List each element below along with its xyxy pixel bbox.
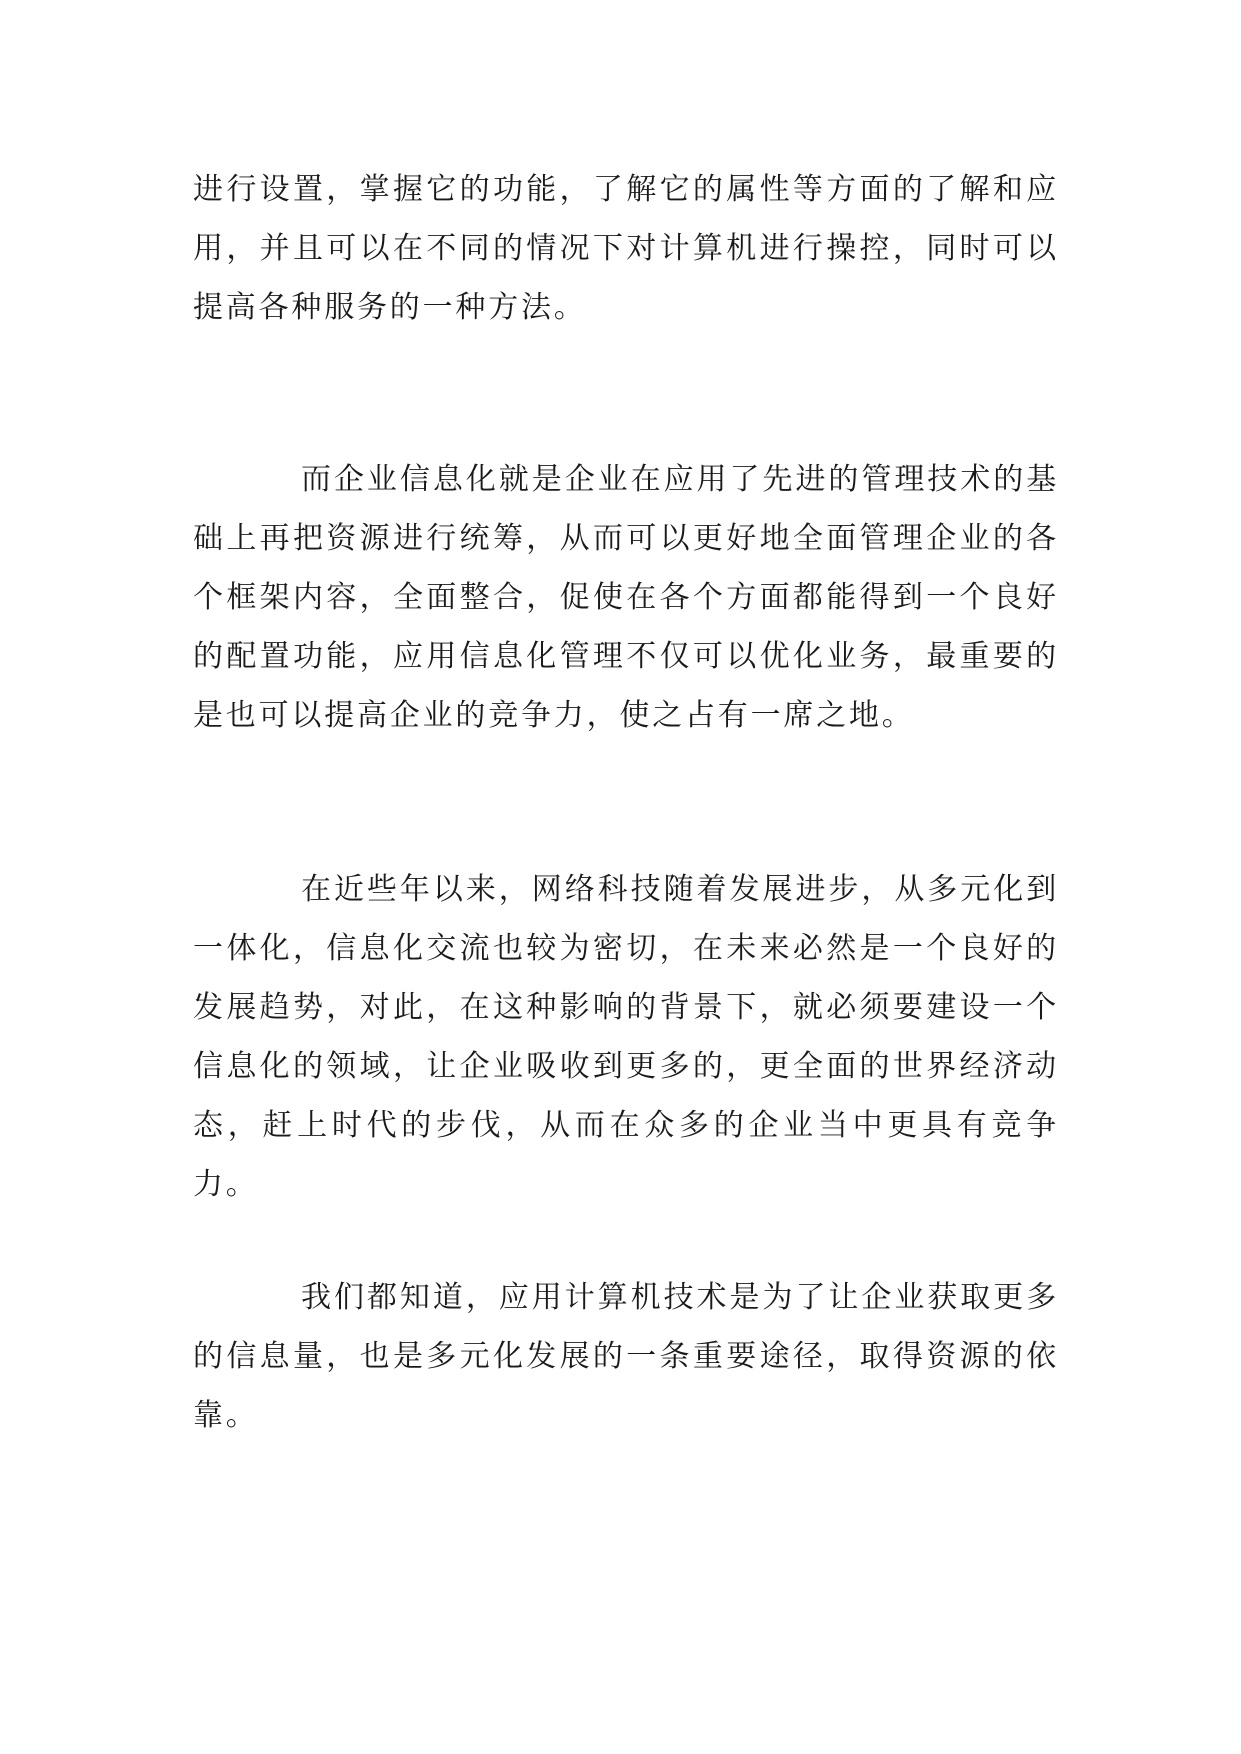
paragraph-computer-application: 我们都知道，应用计算机技术是为了让企业获取更多的信息量，也是多元化发展的一条重要途径，取得资源的依靠。 bbox=[193, 1280, 1059, 1433]
paragraph-enterprise-informatization: 而企业信息化就是企业在应用了先进的管理技术的基础上再把资源进行统筹，从而可以更好地全面管理企业的各个框架内容，全面整合，促使在各个方面都能得到一个良好的配置功能，应用信息化管理不仅可以优化业务，最重要的是也可以提高企业的竞争力，使之占有一席之地。 bbox=[193, 462, 1059, 733]
paragraph-continuation: 进行设置，掌握它的功能，了解它的属性等方面的了解和应用，并且可以在不同的情况下对计算机进行操控，同时可以提高各种服务的一种方法。 bbox=[193, 172, 1059, 325]
paragraph-network-technology: 在近些年以来，网络科技随着发展进步，从多元化到一体化，信息化交流也较为密切，在未来必然是一个良好的发展趋势，对此，在这种影响的背景下，就必须要建设一个信息化的领域，让企业吸收到更多的，更全面的世界经济动态，赶上时代的步伐，从而在众多的企业当中更具有竞争力。 bbox=[193, 872, 1059, 1202]
